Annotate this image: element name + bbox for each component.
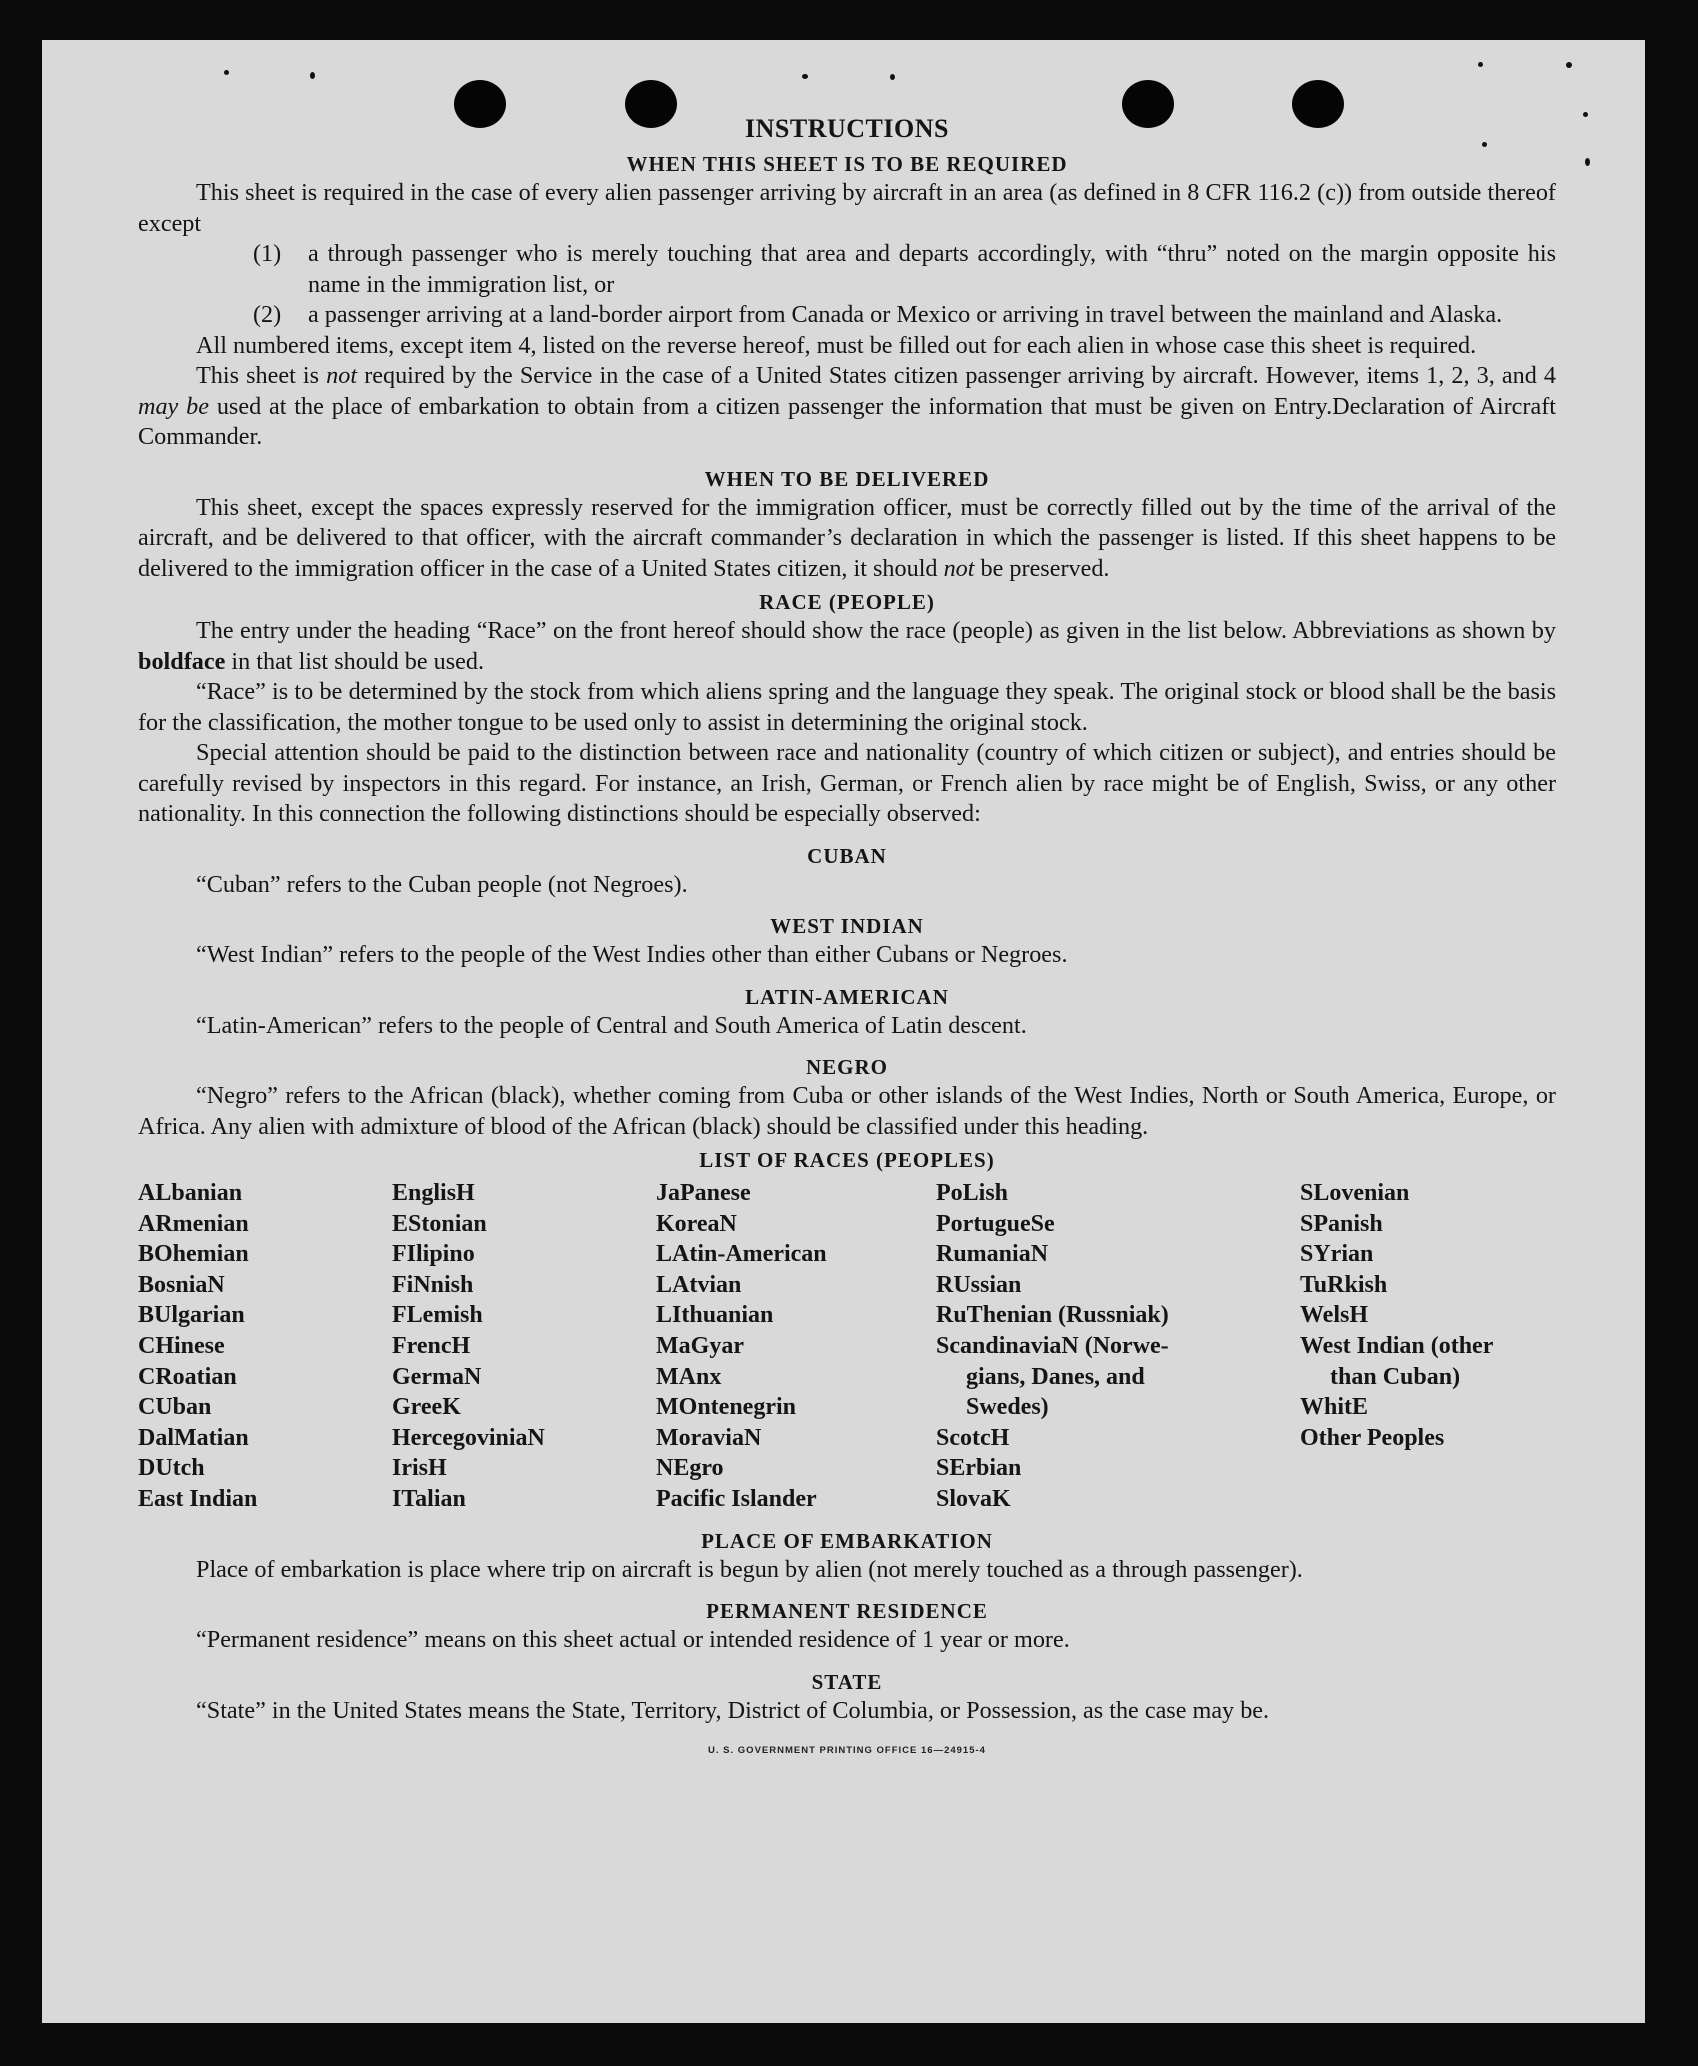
section-heading: PERMANENT RESIDENCE: [706, 1599, 988, 1624]
race-entry: TuRkish: [1300, 1271, 1388, 1298]
races-column: [1300, 1178, 1554, 1515]
race-paragraph: “Race” is to be determined by the stock from which aliens spring and the language they speak. The original stock or blood shall be the basis for the classification, the mother tongue to be used only to assist in determining the original stock.: [138, 678, 1556, 736]
race-entry: LAtin-American: [656, 1241, 827, 1268]
race-entry: MOntenegrin: [656, 1394, 796, 1421]
race-entry: GermaN: [392, 1363, 482, 1390]
race-entry: ITalian: [392, 1485, 466, 1512]
ink-speck: [1566, 62, 1572, 68]
race-entry: FLemish: [392, 1302, 483, 1329]
definition-text: “State” in the United States means the State, Territory, District of Columbia, or Possession, as the case may be.: [196, 1696, 1270, 1724]
race-entry: SErbian: [936, 1455, 1022, 1482]
emphasis-text: not: [326, 362, 358, 389]
race-entry: DUtch: [138, 1455, 205, 1482]
races-column: [656, 1178, 936, 1515]
race-entry: RuThenian (Russniak): [936, 1302, 1169, 1329]
section-heading: WEST INDIAN: [770, 914, 924, 938]
section-heading: LIST OF RACES (PEOPLES): [699, 1148, 995, 1172]
section-heading: PLACE OF EMBARKATION: [701, 1528, 993, 1553]
race-entry: FiNnish: [392, 1271, 474, 1298]
printing-office-imprint: U. S. GOVERNMENT PRINTING OFFICE 16—24915-4: [708, 1745, 986, 1757]
ink-speck: [802, 74, 808, 79]
race-entry: WhitE: [1300, 1394, 1369, 1421]
race-entry: PortugueSe: [936, 1210, 1055, 1237]
race-entry: SlovaK: [936, 1485, 1011, 1512]
text-run: This sheet, except the spaces expressly reserved for the immigration officer, must be correctly filled out by the time of the arrival of the aircraft, and be delivered to that officer, with the aircraft commander’s declaration in which the passenger is listed. If this sheet happens to be delivered to the immigration officer in the case of a United States citizen, it should: [138, 493, 1556, 582]
page-title: INSTRUCTIONS: [745, 114, 949, 143]
race-entry: LAtvian: [656, 1271, 742, 1298]
exception-item: [253, 300, 1556, 331]
exception-item: [253, 239, 1556, 300]
ink-speck: [890, 74, 895, 80]
instructions-content: [138, 112, 1556, 1767]
race-entry: Other Peoples: [1300, 1424, 1445, 1451]
race-entry: Pacific Islander: [656, 1485, 817, 1512]
races-column: [936, 1178, 1300, 1515]
race-entry: MaGyar: [656, 1332, 744, 1359]
race-entry-continuation: Swedes): [966, 1394, 1049, 1421]
when-required-intro: This sheet is required in the case of every alien passenger arriving by aircraft in an area (as defined in 8 CFR 116.2 (c)) from outside thereof except: [138, 179, 1556, 237]
race-entry: NEgro: [656, 1455, 724, 1482]
race-entry: MoraviaN: [656, 1424, 762, 1451]
ink-speck: [1585, 158, 1590, 166]
race-entry: CHinese: [138, 1332, 225, 1359]
race-entry: BOhemian: [138, 1241, 249, 1268]
section-heading: STATE: [811, 1669, 883, 1694]
race-entry: PoLish: [936, 1180, 1009, 1206]
race-entry: FIlipino: [392, 1241, 475, 1268]
definition-text: “West Indian” refers to the people of the West Indies other than either Cubans or Negroes.: [196, 941, 1068, 968]
race-entry: LIthuanian: [656, 1302, 774, 1329]
race-paragraph: Special attention should be paid to the distinction between race and nationality (country of which citizen or subject), and entries should be carefully revised by inspectors in this regard. For instance, an Irish, German, or French alien by race might be of English, Swiss, or any other nationality. In this connection the following distinctions should be especially observed:: [138, 739, 1556, 827]
ink-speck: [224, 70, 229, 75]
bold-text: boldface: [138, 647, 226, 675]
definition-text: “Cuban” refers to the Cuban people (not Negroes).: [196, 870, 688, 898]
race-entry: BUlgarian: [138, 1302, 245, 1329]
races-column: [392, 1178, 656, 1515]
section-heading: WHEN THIS SHEET IS TO BE REQUIRED: [626, 152, 1068, 176]
race-entry: East Indian: [138, 1485, 258, 1512]
race-entry: SPanish: [1300, 1210, 1383, 1237]
emphasis-text: may be: [138, 392, 209, 420]
race-entry: ScotcH: [936, 1424, 1010, 1451]
text-run: be preserved.: [974, 554, 1110, 582]
item-text: a passenger arriving at a land-border airport from Canada or Mexico or arriving in travel between the mainland and Alaska.: [308, 301, 1503, 328]
race-entry: FrencH: [392, 1332, 471, 1359]
races-list: [138, 1178, 1556, 1515]
race-entry: ALbanian: [138, 1180, 243, 1206]
item-number: (1): [253, 240, 282, 267]
section-heading: WHEN TO BE DELIVERED: [704, 466, 990, 491]
form-sheet: [42, 40, 1645, 2023]
text-run: used at the place of embarkation to obtain from a citizen passenger the information that must be given on Entry.Declaration of Aircraft Commander.: [138, 392, 1556, 450]
race-entry: SLovenian: [1300, 1180, 1410, 1206]
section-heading: RACE (PEOPLE): [759, 590, 935, 614]
race-entry: JaPanese: [656, 1180, 751, 1206]
race-entry: DalMatian: [138, 1424, 249, 1451]
text-run: The entry under the heading “Race” on the front hereof should show the race (people) as given in the list below. Abbreviations as shown by: [196, 617, 1556, 644]
definition-text: “Latin-American” refers to the people of Central and South America of Latin descent.: [196, 1011, 1027, 1039]
race-entry: ScandinaviaN (Norwe-: [936, 1332, 1169, 1359]
race-entry: ARmenian: [138, 1210, 249, 1237]
section-heading: CUBAN: [807, 843, 887, 868]
item-number: (2): [253, 301, 282, 328]
text-run: This sheet is: [196, 362, 327, 389]
race-entry-continuation: gians, Danes, and: [966, 1363, 1145, 1390]
race-entry: WelsH: [1300, 1302, 1369, 1329]
race-entry: GreeK: [392, 1394, 461, 1421]
race-paragraph: [138, 616, 1556, 677]
race-entry: MAnx: [656, 1363, 722, 1390]
race-entry: BosniaN: [138, 1271, 225, 1298]
race-entry: KoreaN: [656, 1210, 737, 1237]
race-entry: West Indian (other: [1300, 1332, 1494, 1359]
numbered-items-paragraph: All numbered items, except item 4, listed on the reverse hereof, must be filled out for each alien in whose case this sheet is required.: [196, 331, 1477, 359]
race-entry: RumaniaN: [936, 1241, 1049, 1268]
race-entry: SYrian: [1300, 1241, 1374, 1268]
ink-speck: [1583, 112, 1588, 117]
race-entry: IrisH: [392, 1455, 447, 1482]
emphasis-text: not: [943, 554, 975, 582]
definition-text: “Permanent residence” means on this sheet actual or intended residence of 1 year or more.: [196, 1626, 1070, 1654]
section-heading: NEGRO: [805, 1055, 888, 1079]
citizen-paragraph: [138, 361, 1556, 453]
definition-text: Place of embarkation is place where trip on aircraft is begun by alien (not merely touched as a through passenger).: [196, 1555, 1303, 1583]
races-column: [138, 1178, 392, 1515]
text-run: in that list should be used.: [225, 647, 485, 675]
race-entry: RUssian: [936, 1271, 1022, 1298]
delivery-paragraph: [138, 493, 1556, 585]
race-entry: EnglisH: [392, 1180, 475, 1206]
race-entry-continuation: than Cuban): [1330, 1363, 1461, 1390]
ink-speck: [1478, 62, 1483, 67]
ink-speck: [310, 72, 315, 79]
definition-text: “Negro” refers to the African (black), whether coming from Cuba or other islands of the West Indies, North or South America, Europe, or Africa. Any alien with admixture of blood of the African (black) should be classified under this heading.: [138, 1082, 1556, 1140]
race-entry: CUban: [138, 1394, 212, 1421]
race-entry: HercegoviniaN: [392, 1424, 545, 1451]
race-entry: EStonian: [392, 1210, 487, 1237]
race-entry: CRoatian: [138, 1363, 237, 1390]
section-heading: LATIN-AMERICAN: [745, 984, 949, 1009]
text-run: required by the Service in the case of a United States citizen passenger arriving by aircraft. However, items 1, 2, 3, and 4: [357, 362, 1556, 389]
item-text: a through passenger who is merely touching that area and departs accordingly, with “thru” noted on the margin opposite his name in the immigration list, or: [308, 240, 1556, 298]
